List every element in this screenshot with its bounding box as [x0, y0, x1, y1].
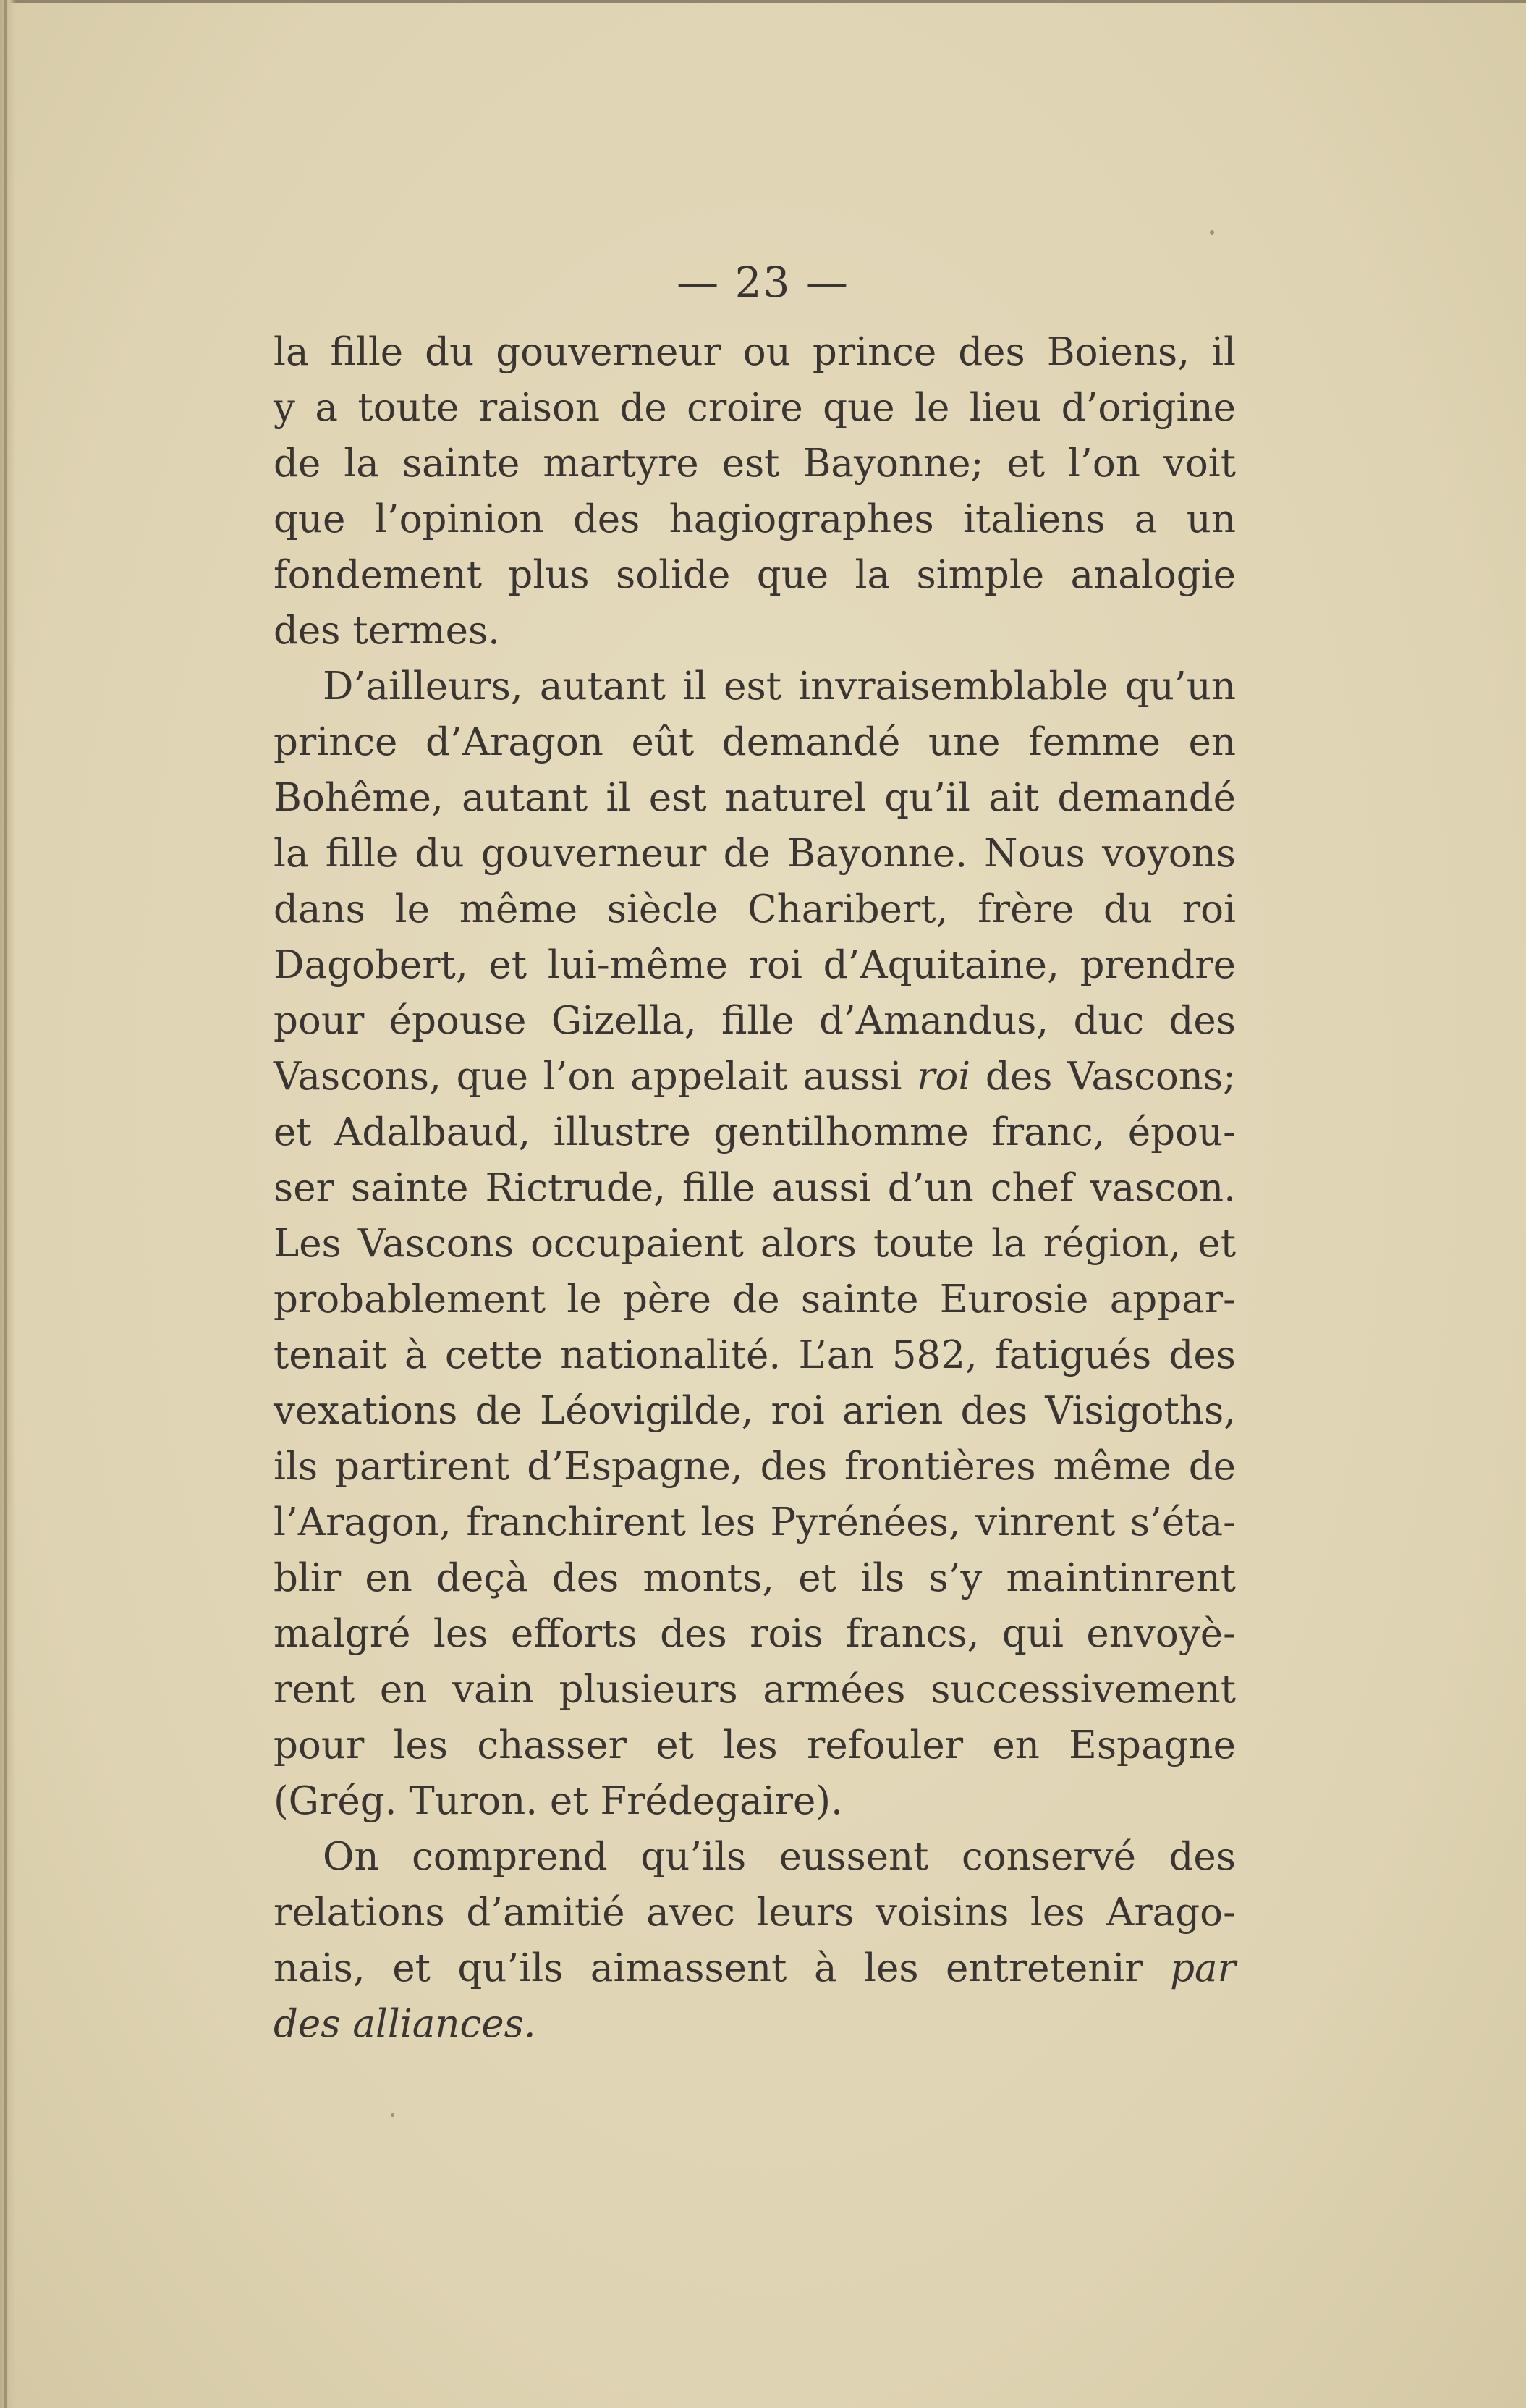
text-line	[274, 1327, 1236, 1383]
text-segment: Bohême, autant il est naturel qu’il ait demandé	[274, 776, 1236, 820]
text-line	[274, 1662, 1236, 1718]
text-line	[274, 1216, 1236, 1272]
text-line	[274, 659, 1236, 714]
text-segment: et Adalbaud, illustre gentilhomme franc, épou-	[274, 1110, 1236, 1154]
text-line	[274, 1049, 1236, 1104]
page-number: — 23 —	[677, 258, 849, 307]
text-segment: fondement plus solide que la simple analogie	[274, 553, 1236, 597]
italic-text: des alliances.	[274, 2002, 536, 2046]
text-line	[274, 603, 1236, 659]
text-segment: la fille du gouverneur de Bayonne. Nous voyons	[274, 832, 1236, 876]
paper-speck	[391, 2113, 394, 2117]
binding-shadow	[0, 0, 16, 2408]
text-segment: ils partirent d’Espagne, des frontières même de	[274, 1445, 1236, 1489]
text-line	[274, 1829, 1236, 1885]
text-line	[274, 1996, 1236, 2052]
text-segment: y a toute raison de croire que le lieu d’origine	[274, 386, 1236, 430]
text-segment: des termes.	[274, 609, 501, 653]
text-line	[274, 380, 1236, 436]
text-line	[274, 1940, 1236, 1996]
text-segment: ser sainte Rictrude, fille aussi d’un chef vascon.	[274, 1166, 1236, 1210]
text-line	[274, 1773, 1236, 1829]
text-segment: que l’opinion des hagiographes italiens a un	[274, 497, 1236, 541]
text-segment: Vascons, que l’on appelait aussi	[274, 1055, 917, 1099]
text-segment: malgré les efforts des rois francs, qui envoyè-	[274, 1612, 1236, 1656]
text-segment: dans le même siècle Charibert, frère du roi	[274, 887, 1236, 931]
text-segment: relations d’amitié avec leurs voisins les Arago-	[274, 1891, 1236, 1935]
text-segment: (Grég. Turon. et Frédegaire).	[274, 1779, 843, 1823]
text-line	[274, 1439, 1236, 1495]
text-segment: tenait à cette nationalité. L’an 582, fatigués des	[274, 1333, 1236, 1377]
text-line	[274, 1160, 1236, 1216]
text-line	[274, 436, 1236, 491]
italic-text: par	[1170, 1946, 1236, 1990]
text-segment: probablement le père de sainte Eurosie appar-	[274, 1277, 1236, 1322]
text-line	[274, 882, 1236, 937]
text-segment: de la sainte martyre est Bayonne; et l’on voit	[274, 442, 1236, 486]
text-segment: On comprend qu’ils eussent conservé des	[323, 1835, 1236, 1879]
text-line	[274, 1383, 1236, 1439]
text-segment: rent en vain plusieurs armées successivement	[274, 1668, 1236, 1712]
text-segment: prince d’Aragon eût demandé une femme en	[274, 720, 1236, 764]
text-segment: D’ailleurs, autant il est invraisemblable qu’un	[323, 664, 1236, 709]
text-line	[274, 547, 1236, 603]
text-line	[274, 1272, 1236, 1327]
text-segment: nais, et qu’ils aimassent à les entretenir	[274, 1946, 1171, 1990]
italic-text: roi	[917, 1055, 971, 1099]
text-segment: Dagobert, et lui-même roi d’Aquitaine, prendre	[274, 943, 1236, 987]
text-segment: des Vascons;	[970, 1055, 1236, 1099]
text-line	[274, 714, 1236, 770]
text-segment: pour les chasser et les refouler en Espagne	[274, 1723, 1236, 1767]
text-line	[274, 1550, 1236, 1606]
text-segment: l’Aragon, franchirent les Pyrénées, vinrent s’éta-	[274, 1500, 1236, 1545]
text-line	[274, 1495, 1236, 1550]
text-segment: Les Vascons occupaient alors toute la région, et	[274, 1222, 1236, 1266]
body-text	[274, 324, 1236, 2052]
text-line	[274, 770, 1236, 826]
text-line	[274, 1885, 1236, 1940]
text-segment: blir en deçà des monts, et ils s’y maintinrent	[274, 1556, 1236, 1600]
text-segment: la fille du gouverneur ou prince des Boiens, il	[274, 330, 1236, 374]
text-line	[274, 937, 1236, 993]
text-segment: pour épouse Gizella, fille d’Amandus, duc des	[274, 999, 1236, 1043]
text-line	[274, 491, 1236, 547]
binding-rule	[4, 0, 7, 2408]
text-line	[274, 1606, 1236, 1662]
page-top-edge	[0, 0, 1526, 3]
text-line	[274, 1718, 1236, 1773]
text-line	[274, 1104, 1236, 1160]
paper-speck	[1210, 230, 1214, 235]
text-segment: vexations de Léovigilde, roi arien des Visigoths,	[274, 1389, 1236, 1433]
text-line	[274, 826, 1236, 882]
text-line	[274, 993, 1236, 1049]
text-line	[274, 324, 1236, 380]
